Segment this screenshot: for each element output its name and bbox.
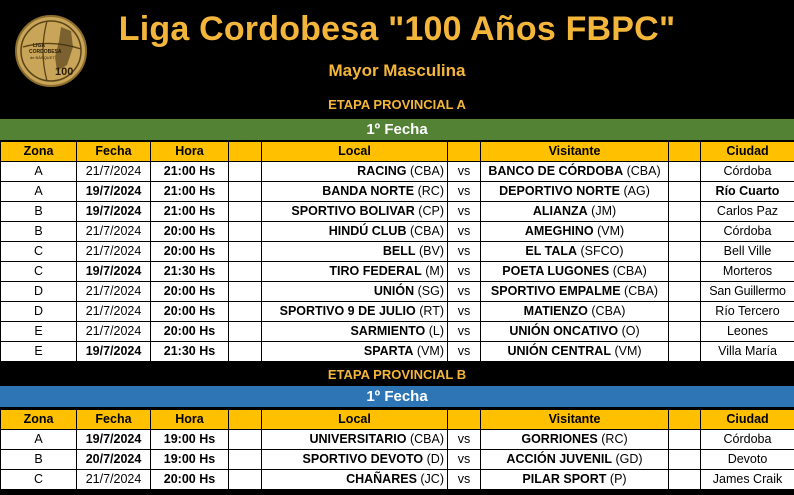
fixture-row xyxy=(1,222,794,242)
visitor-team-abbr: (GD) xyxy=(615,452,643,466)
local-team-name: SARMIENTO xyxy=(350,324,426,338)
visitor-team-abbr: (CBA) xyxy=(626,164,661,178)
logo-number: 100 xyxy=(55,66,74,78)
cell-fecha: 21/7/2024 xyxy=(77,470,151,490)
cell-visitante xyxy=(481,202,669,222)
column-header-row xyxy=(1,410,794,430)
cell-ciudad: James Craik xyxy=(701,470,794,490)
cell-ciudad: Córdoba xyxy=(701,430,794,450)
cell-hora: 21:00 Hs xyxy=(151,182,229,202)
cell-visitante xyxy=(481,302,669,322)
header-gap xyxy=(669,410,701,430)
visitor-team-name: AMEGHINO xyxy=(524,224,594,238)
fixture-table-b-body xyxy=(1,410,794,490)
cell-vs: vs xyxy=(448,322,481,342)
cell-hora: 20:00 Hs xyxy=(151,302,229,322)
cell-ciudad: Leones xyxy=(701,322,794,342)
visitor-team-abbr: (RC) xyxy=(601,432,628,446)
cell-ciudad: Córdoba xyxy=(701,222,794,242)
cell-gap xyxy=(229,242,262,262)
header-visitante: Visitante xyxy=(481,142,669,162)
cell-ciudad: Río Cuarto xyxy=(701,182,794,202)
logo-text-3: de BÁSQUET xyxy=(30,55,55,60)
cell-hora: 21:00 Hs xyxy=(151,202,229,222)
fixture-row xyxy=(1,262,794,282)
local-team-name: BELL xyxy=(382,244,416,258)
visitor-team-name: UNIÓN ONCATIVO xyxy=(509,324,619,338)
cell-fecha: 21/7/2024 xyxy=(77,162,151,182)
cell-ciudad: Bell Ville xyxy=(701,242,794,262)
header-fecha: Fecha xyxy=(77,142,151,162)
cell-local xyxy=(262,222,448,242)
cell-vs: vs xyxy=(448,222,481,242)
cell-visitante xyxy=(481,322,669,342)
local-team-name: UNIVERSITARIO xyxy=(309,432,407,446)
page-subtitle: Mayor Masculina xyxy=(328,61,466,80)
cell-gap xyxy=(669,262,701,282)
cell-fecha: 21/7/2024 xyxy=(77,242,151,262)
header-gap xyxy=(229,410,262,430)
cell-vs: vs xyxy=(448,450,481,470)
cell-ciudad: San Guillermo xyxy=(701,282,794,302)
visitor-team-name: DEPORTIVO NORTE xyxy=(499,184,620,198)
cell-gap xyxy=(669,342,701,362)
cell-visitante xyxy=(481,242,669,262)
cell-zona: A xyxy=(1,430,77,450)
logo-text-1: LIGA xyxy=(33,43,45,49)
cell-zona: A xyxy=(1,162,77,182)
column-header-row xyxy=(1,142,794,162)
local-team-abbr: (VM) xyxy=(416,344,444,358)
cell-ciudad: Devoto xyxy=(701,450,794,470)
local-team-name: HINDÚ CLUB xyxy=(328,224,407,238)
cell-ciudad: Morteros xyxy=(701,262,794,282)
local-team-name: CHAÑARES xyxy=(346,472,417,486)
visitor-team-abbr: (VM) xyxy=(614,344,642,358)
cell-local xyxy=(262,242,448,262)
cell-fecha: 19/7/2024 xyxy=(77,202,151,222)
cell-visitante xyxy=(481,262,669,282)
cell-local xyxy=(262,262,448,282)
cell-hora: 21:30 Hs xyxy=(151,342,229,362)
local-team-abbr: (RC) xyxy=(417,184,444,198)
cell-gap xyxy=(669,282,701,302)
cell-fecha: 21/7/2024 xyxy=(77,222,151,242)
cell-gap xyxy=(669,470,701,490)
cell-fecha: 19/7/2024 xyxy=(77,262,151,282)
cell-zona: B xyxy=(1,202,77,222)
fixture-row xyxy=(1,342,794,362)
visitor-team-abbr: (O) xyxy=(621,324,640,338)
local-team-name: TIRO FEDERAL xyxy=(329,264,422,278)
fixture-row xyxy=(1,430,794,450)
cell-gap xyxy=(229,470,262,490)
cell-visitante xyxy=(481,222,669,242)
visitor-team-abbr: (CBA) xyxy=(612,264,647,278)
fixture-row xyxy=(1,282,794,302)
visitor-team-abbr: (CBA) xyxy=(591,304,626,318)
local-team-name: SPORTIVO DEVOTO xyxy=(302,452,424,466)
cell-local xyxy=(262,342,448,362)
cell-zona: C xyxy=(1,470,77,490)
header-hora: Hora xyxy=(151,142,229,162)
header-gap xyxy=(669,142,701,162)
cell-local xyxy=(262,302,448,322)
cell-visitante xyxy=(481,430,669,450)
cell-gap xyxy=(229,282,262,302)
cell-local xyxy=(262,202,448,222)
cell-fecha: 21/7/2024 xyxy=(77,282,151,302)
header-gap xyxy=(448,142,481,162)
header-local: Local xyxy=(262,142,448,162)
visitor-team-abbr: (JM) xyxy=(591,204,617,218)
visitor-team-name: ALIANZA xyxy=(532,204,588,218)
cell-hora: 20:00 Hs xyxy=(151,242,229,262)
fixture-table-a xyxy=(0,141,794,362)
cell-vs: vs xyxy=(448,430,481,450)
cell-zona: D xyxy=(1,302,77,322)
cell-vs: vs xyxy=(448,262,481,282)
cell-visitante xyxy=(481,450,669,470)
cell-vs: vs xyxy=(448,202,481,222)
cell-zona: D xyxy=(1,282,77,302)
cell-gap xyxy=(669,302,701,322)
local-team-abbr: (RT) xyxy=(419,304,444,318)
local-team-abbr: (CBA) xyxy=(409,432,444,446)
local-team-abbr: (BV) xyxy=(419,244,444,258)
fixture-row xyxy=(1,450,794,470)
cell-fecha: 20/7/2024 xyxy=(77,450,151,470)
local-team-abbr: (L) xyxy=(428,324,444,338)
header-zona: Zona xyxy=(1,410,77,430)
cell-zona: E xyxy=(1,342,77,362)
cell-vs: vs xyxy=(448,182,481,202)
local-team-abbr: (CBA) xyxy=(409,224,444,238)
cell-local xyxy=(262,470,448,490)
fixture-row xyxy=(1,162,794,182)
header-hora: Hora xyxy=(151,410,229,430)
cell-visitante xyxy=(481,182,669,202)
visitor-team-name: BANCO DE CÓRDOBA xyxy=(488,164,624,178)
visitor-team-name: SPORTIVO EMPALME xyxy=(490,284,621,298)
cell-local xyxy=(262,450,448,470)
cell-visitante xyxy=(481,470,669,490)
cell-gap xyxy=(669,202,701,222)
local-team-name: RACING xyxy=(357,164,407,178)
cell-fecha: 19/7/2024 xyxy=(77,430,151,450)
cell-gap xyxy=(229,342,262,362)
visitor-team-name: EL TALA xyxy=(525,244,578,258)
header-visitante: Visitante xyxy=(481,410,669,430)
cell-gap xyxy=(669,322,701,342)
fixture-row xyxy=(1,470,794,490)
cell-gap xyxy=(669,222,701,242)
cell-gap xyxy=(229,182,262,202)
cell-gap xyxy=(229,222,262,242)
local-team-name: SPARTA xyxy=(363,344,414,358)
etapa-b-title: ETAPA PROVINCIAL B xyxy=(0,365,794,385)
etapa-a-fecha-bar: 1º Fecha xyxy=(0,118,794,140)
cell-ciudad: Río Tercero xyxy=(701,302,794,322)
cell-gap xyxy=(229,202,262,222)
visitor-team-name: GORRIONES xyxy=(521,432,598,446)
cell-hora: 20:00 Hs xyxy=(151,470,229,490)
header-gap xyxy=(229,142,262,162)
cell-zona: B xyxy=(1,222,77,242)
visitor-team-name: ACCIÓN JUVENIL xyxy=(506,452,612,466)
cell-hora: 19:00 Hs xyxy=(151,450,229,470)
etapa-a-title: ETAPA PROVINCIAL A xyxy=(0,95,794,115)
cell-visitante xyxy=(481,162,669,182)
cell-hora: 21:00 Hs xyxy=(151,162,229,182)
header-gap xyxy=(448,410,481,430)
cell-local xyxy=(262,282,448,302)
cell-gap xyxy=(229,322,262,342)
cell-zona: B xyxy=(1,450,77,470)
visitor-team-name: UNIÓN CENTRAL xyxy=(507,344,611,358)
cell-fecha: 19/7/2024 xyxy=(77,182,151,202)
cell-hora: 19:00 Hs xyxy=(151,430,229,450)
fixture-table-b xyxy=(0,409,794,490)
cell-vs: vs xyxy=(448,342,481,362)
cell-fecha: 21/7/2024 xyxy=(77,322,151,342)
header-fecha: Fecha xyxy=(77,410,151,430)
cell-visitante xyxy=(481,282,669,302)
local-team-name: SPORTIVO BOLIVAR xyxy=(291,204,415,218)
header-zona: Zona xyxy=(1,142,77,162)
local-team-abbr: (SG) xyxy=(417,284,444,298)
cell-gap xyxy=(229,262,262,282)
cell-gap xyxy=(669,242,701,262)
cell-zona: C xyxy=(1,242,77,262)
cell-local xyxy=(262,430,448,450)
etapa-b-fecha-bar: 1º Fecha xyxy=(0,385,794,407)
logo-text-2: CORDOBESA xyxy=(29,49,62,55)
cell-hora: 20:00 Hs xyxy=(151,282,229,302)
cell-hora: 20:00 Hs xyxy=(151,322,229,342)
cell-gap xyxy=(229,450,262,470)
visitor-team-name: POETA LUGONES xyxy=(502,264,610,278)
cell-zona: E xyxy=(1,322,77,342)
cell-vs: vs xyxy=(448,470,481,490)
cell-gap xyxy=(669,162,701,182)
cell-vs: vs xyxy=(448,282,481,302)
page-title: Liga Cordobesa "100 Años FBPC" xyxy=(118,10,676,48)
cell-gap xyxy=(669,450,701,470)
fixture-row xyxy=(1,302,794,322)
header-ciudad: Ciudad xyxy=(701,410,794,430)
cell-local xyxy=(262,182,448,202)
cell-zona: C xyxy=(1,262,77,282)
cell-gap xyxy=(669,430,701,450)
visitor-team-abbr: (AG) xyxy=(623,184,650,198)
header-local: Local xyxy=(262,410,448,430)
cell-gap xyxy=(229,430,262,450)
local-team-abbr: (JC) xyxy=(420,472,444,486)
fixture-row xyxy=(1,242,794,262)
header-ciudad: Ciudad xyxy=(701,142,794,162)
local-team-name: UNIÓN xyxy=(373,284,415,298)
visitor-team-abbr: (SFCO) xyxy=(580,244,624,258)
cell-ciudad: Villa María xyxy=(701,342,794,362)
cell-local xyxy=(262,162,448,182)
cell-fecha: 19/7/2024 xyxy=(77,342,151,362)
cell-gap xyxy=(229,302,262,322)
cell-local xyxy=(262,322,448,342)
cell-hora: 20:00 Hs xyxy=(151,222,229,242)
cell-visitante xyxy=(481,342,669,362)
visitor-team-abbr: (VM) xyxy=(597,224,625,238)
local-team-abbr: (CBA) xyxy=(409,164,444,178)
cell-ciudad: Córdoba xyxy=(701,162,794,182)
local-team-name: SPORTIVO 9 DE JULIO xyxy=(279,304,416,318)
cell-fecha: 21/7/2024 xyxy=(77,302,151,322)
cell-gap xyxy=(669,182,701,202)
local-team-abbr: (CP) xyxy=(418,204,444,218)
cell-vs: vs xyxy=(448,162,481,182)
fixture-row xyxy=(1,202,794,222)
cell-zona: A xyxy=(1,182,77,202)
fixture-table-a-body xyxy=(1,142,794,362)
cell-vs: vs xyxy=(448,302,481,322)
cell-vs: vs xyxy=(448,242,481,262)
visitor-team-name: MATIENZO xyxy=(523,304,588,318)
cell-ciudad: Carlos Paz xyxy=(701,202,794,222)
visitor-team-name: PILAR SPORT xyxy=(522,472,607,486)
fixture-row xyxy=(1,182,794,202)
visitor-team-abbr: (P) xyxy=(609,472,627,486)
local-team-name: BANDA NORTE xyxy=(322,184,415,198)
cell-gap xyxy=(229,162,262,182)
fixture-row xyxy=(1,322,794,342)
visitor-team-abbr: (CBA) xyxy=(624,284,659,298)
cell-hora: 21:30 Hs xyxy=(151,262,229,282)
local-team-abbr: (D) xyxy=(426,452,444,466)
local-team-abbr: (M) xyxy=(425,264,444,278)
